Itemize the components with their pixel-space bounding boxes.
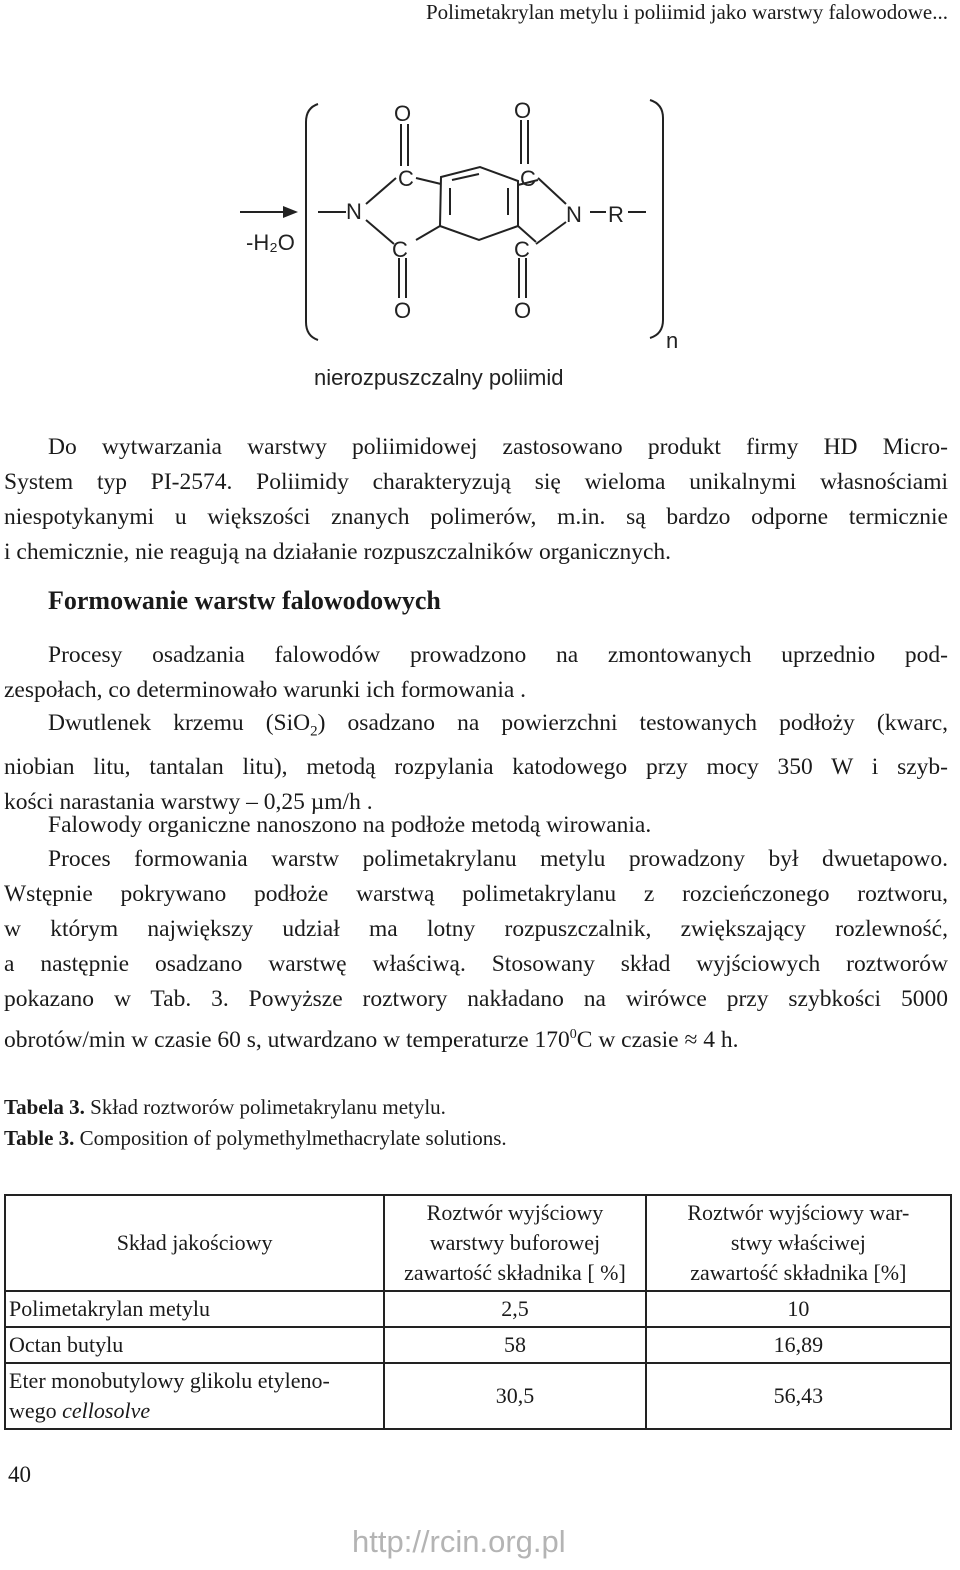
text-line: Proces formowania warstw polimetakrylanu metylu prowadzony był dwuetapowo. (48, 846, 948, 872)
table-cell: 2,5 (384, 1291, 645, 1327)
table-cell: Octan butylu (5, 1327, 384, 1363)
table-row (5, 1291, 951, 1327)
atom-label: C (398, 166, 414, 191)
header-cell-buffer-layer: Roztwór wyjściowy warstwy buforowej zawartość składnika [ %] (384, 1195, 645, 1291)
polyimide-structure-diagram (230, 95, 690, 395)
table-cell: 10 (646, 1291, 951, 1327)
text-line: Wstępnie pokrywano podłoże warstwą polimetakrylanu z rozcieńczonego roztworu, (4, 881, 948, 907)
header-cell-composition: Skład jakościowy (5, 1195, 384, 1291)
paragraph-proces (4, 842, 948, 1058)
text-line: obrotów/min w czasie 60 s, utwardzano w temperaturze $170^0C$ w czasie ≈ 4 h. (4, 1026, 739, 1053)
table-caption-pl: Tabela 3. Skład roztworów polimetakrylanu metylu. (4, 1095, 446, 1119)
atom-label: O (514, 98, 532, 123)
intro-paragraph (4, 430, 948, 570)
text-line: Falowody organiczne nanoszono na podłoże metodą wirowania. (48, 812, 652, 838)
composition-table (4, 1194, 952, 1430)
atom-label: O (394, 101, 412, 126)
text-line: kości narastania warstwy – 0,25 µm/h . (4, 788, 373, 815)
text-line: niespotykanymi u większości znanych polimerów, m.in. są bardzo odporne termicznie (4, 504, 948, 530)
text-line: w którym największy udział ma lotny rozpuszczalnik, zwiększający rozlewność, (4, 916, 948, 942)
table-cell: Eter monobutylowy glikolu etyleno- wego cellosolve (5, 1363, 384, 1429)
header-cell-proper-layer: Roztwór wyjściowy war- stwy właściwej zawartość składnika [%] (646, 1195, 951, 1291)
atom-label: R (608, 202, 624, 227)
table-caption-en: Table 3. Composition of polymethylmethacrylate solutions. (4, 1126, 507, 1150)
text-line: zespołach, co determinowało warunki ich formowania . (4, 677, 527, 703)
paragraph-sio2 (4, 706, 948, 820)
table-cell: 58 (384, 1327, 645, 1363)
text-line: Do wytwarzania warstwy poliimidowej zastosowano produkt firmy HD Micro- (48, 434, 948, 460)
table-cell: 30,5 (384, 1363, 645, 1429)
reaction-arrow-label: -H₂O (246, 230, 295, 255)
page-number: 40 (8, 1462, 31, 1487)
text-line: System typ PI-2574. Poliimidy charakteryzują się wieloma unikalnymi własnościami (4, 469, 948, 495)
text-line: niobian litu, tantalan litu), metodą rozpylania katodowego przy mocy 350 W i szyb- (4, 753, 948, 780)
table-cell: 56,43 (646, 1363, 951, 1429)
atom-label: O (394, 298, 412, 323)
text-line: Dwutlenek krzemu (SiO$_2$) osadzano na powierzchni testowanych podłoży (kwarc, (48, 710, 948, 740)
table-cell: Polimetakrylan metylu (5, 1291, 384, 1327)
table-cell: 16,89 (646, 1327, 951, 1363)
atom-label: N (346, 199, 362, 224)
paragraph-falowody (4, 808, 948, 843)
table-header-row (5, 1195, 951, 1291)
running-header: Polimetakrylan metylu i poliimid jako warstwy falowodowe... (426, 0, 948, 24)
atom-label: O (514, 298, 532, 323)
atom-label: C (392, 237, 408, 262)
text-line: Procesy osadzania falowodów prowadzono na zmontowanych uprzednio pod- (48, 642, 948, 668)
text-line: pokazano w Tab. 3. Powyższe roztwory nakładano na wirówce przy szybkości 5000 (4, 986, 948, 1012)
watermark-url: http://rcin.org.pl (352, 1524, 566, 1559)
paragraph-procesy (4, 638, 948, 708)
table-row (5, 1363, 951, 1429)
text-line: a następnie osadzano warstwę właściwą. Stosowany skład wyjściowych roztworów (4, 951, 948, 977)
text-line: i chemicznie, nie reagują na działanie rozpuszczalników organicznych. (4, 539, 672, 565)
structure-caption: nierozpuszczalny poliimid (314, 365, 564, 390)
polymer-subscript: n (666, 328, 679, 353)
atom-label: C (514, 237, 530, 262)
atom-label: N (566, 202, 582, 227)
section-heading: Formowanie warstw falowodowych (48, 586, 441, 615)
atom-label: C (520, 166, 536, 191)
table-row (5, 1327, 951, 1363)
